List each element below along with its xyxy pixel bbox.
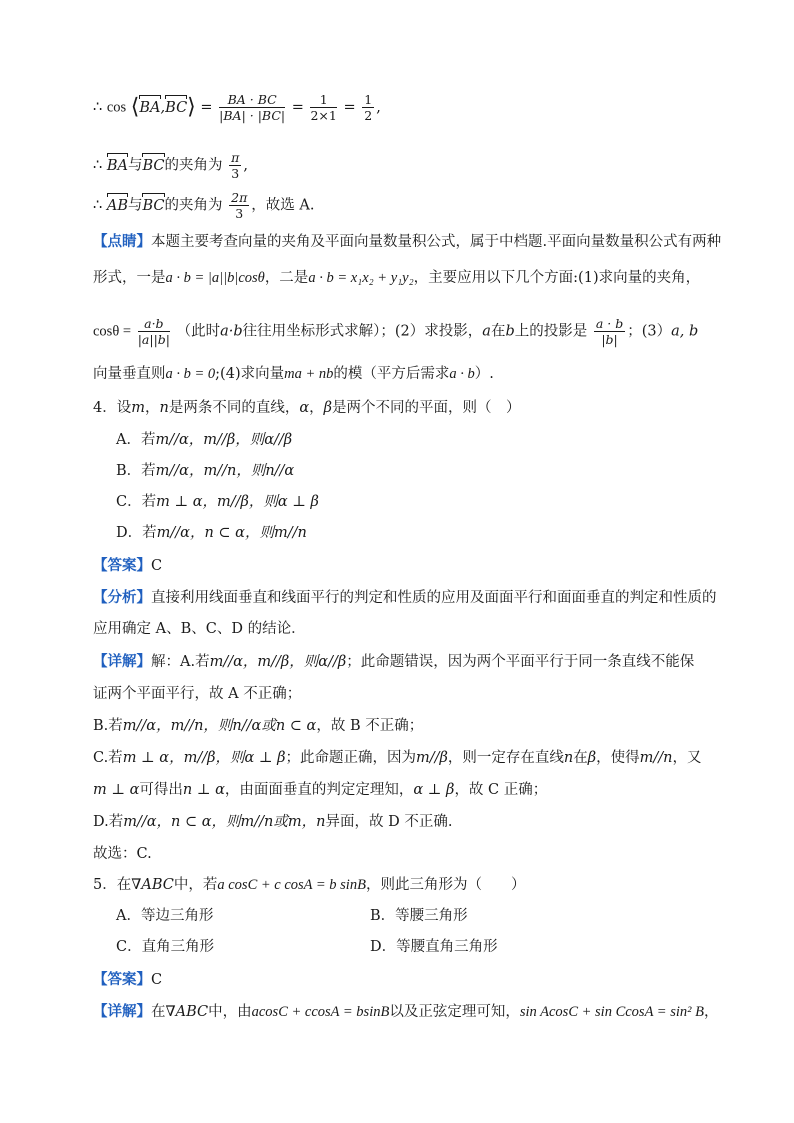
q5-answer: 【答案】C [93,971,163,988]
cos-theta-fraction: $\frac{a\cdot b}{|a||b|}$ [137,316,170,347]
q5-option-d: D．等腰直角三角形 [370,939,498,955]
numeric-fraction: $\frac{1}{2\times 1}$ [310,92,337,123]
q4-detail-a2: 证两个平面平行，故 A 不正确； [93,686,302,702]
q5-option-b: B．等腰三角形 [370,908,468,924]
q4-option-a: A．若m//α，m//β，则α//β [116,432,293,448]
q4-analysis-1: 【分析】直接利用线面垂直和线面平行的判定和性质的应用及面面平行和面面垂直的判定和性质的 [93,589,717,606]
q4-detail-a1: 【详解】解：A.若m//α，m//β，则α//β；此命题错误，因为两个平面平行于同一条直线不能保 [93,653,695,670]
angle-line-1: ∴ BA与BC的夹角为 $\frac{\pi}{3}$ , [93,150,248,181]
vector-bc: BC [142,157,165,174]
cos-equation-line: ∴ cos ⟨BA,BC⟩ = $\frac{BA \cdot BC}{|BA| \cdot |BC|}$ = $\frac{1}{2\times 1}$ = $\frac{1}{2}$ , [93,92,381,123]
q5-detail: 【详解】在∇ABC中，由acosC + ccosA = bsinB以及正弦定理可知，sin AcosC + sin CcosA = sin² B， [93,1003,719,1020]
q4-option-d: D．若m//α，n ⊂ α，则m//n [116,525,307,541]
q4-conclusion: 故选：C. [93,846,152,862]
q4-analysis-2: 应用确定 A、B、C、D 的结论． [93,621,306,637]
q5-stem: 5．在∇ABC中，若a cosC + c cosA = b sinB，则此三角形为（ ） [93,877,526,893]
two-pi-over-3-fraction: $\frac{2\pi}{3}$ [231,190,248,221]
pi-over-3-fraction: $\frac{\pi}{3}$ [231,150,240,181]
q4-detail-d: D.若m//α，n ⊂ α，则m//n或m，n异面，故 D 不正确. [93,814,453,830]
comment-line-3: cosθ = $\frac{a\cdot b}{|a||b|}$ （此时a·b往往用坐标形式求解）；(2）求投影，a在b上的投影是 $\frac{a \cdot b}{|b|}$ ；(3）a, b [93,316,699,347]
comment-line-1: 【点睛】本题主要考查向量的夹角及平面向量数量积公式，属于中档题.平面向量数量积公式有两种 [93,233,722,250]
answer-tag: 【答案】 [93,971,151,988]
cos-label: cos [106,99,127,116]
q4-detail-c2: m ⊥ α可得出n ⊥ α，由面面垂直的判定定理知，α ⊥ β，故 C 正确； [93,782,548,798]
q4-option-b: B．若m//α，m//n，则n//α [116,463,295,479]
vector-ab: AB [106,197,128,214]
q4-stem: 4．设m，n是两条不同的直线，α，β是两个不同的平面，则（ ） [93,400,521,416]
result-fraction: $\frac{1}{2}$ [364,92,373,123]
projection-fraction: $\frac{a \cdot b}{|b|}$ [595,316,624,347]
comment-line-2: 形式，一是a · b = |a||b|cosθ，二是a · b = x₁x₂ + y₁y₂，主要应用以下几个方面:(1)求向量的夹角， [93,270,701,286]
q4-option-c: C．若m ⊥ α，m//β，则α ⊥ β [116,494,319,510]
therefore-symbol: ∴ [93,99,103,116]
dot-product-fraction: $\frac{BA \cdot BC}{|BA| \cdot |BC|}$ [219,92,286,123]
equals-sign: = [200,99,213,116]
analysis-tag: 【分析】 [93,589,151,606]
vector-ba: BA [139,99,161,116]
answer-tag: 【答案】 [93,557,151,574]
q5-option-c: C．直角三角形 [116,939,215,955]
vector-bc: BC [142,197,165,214]
q4-detail-c1: C.若m ⊥ α，m//β，则α ⊥ β；此命题正确，因为m//β，则一定存在直线n在β，使得m//n，又 [93,750,702,766]
q4-answer: 【答案】C [93,557,163,574]
right-angle-bracket: ⟩ [187,94,196,120]
q4-detail-b: B.若m//α，m//n，则n//α或n ⊂ α，故 B 不正确； [93,718,424,734]
vector-bc: BC [165,99,188,116]
detail-tag: 【详解】 [93,653,151,670]
comment-line-4: 向量垂直则a · b = 0;(4)求向量ma + nb的模（平方后需求a · b）. [93,366,494,382]
left-angle-bracket: ⟨ [130,94,140,120]
comment-tag: 【点睛】 [93,233,151,250]
angle-line-2: ∴ AB与BC的夹角为 $\frac{2\pi}{3}$ ，故选 A. [93,190,315,221]
detail-tag: 【详解】 [93,1003,151,1020]
vector-ba: BA [106,157,128,174]
q5-option-a: A．等边三角形 [116,908,214,924]
